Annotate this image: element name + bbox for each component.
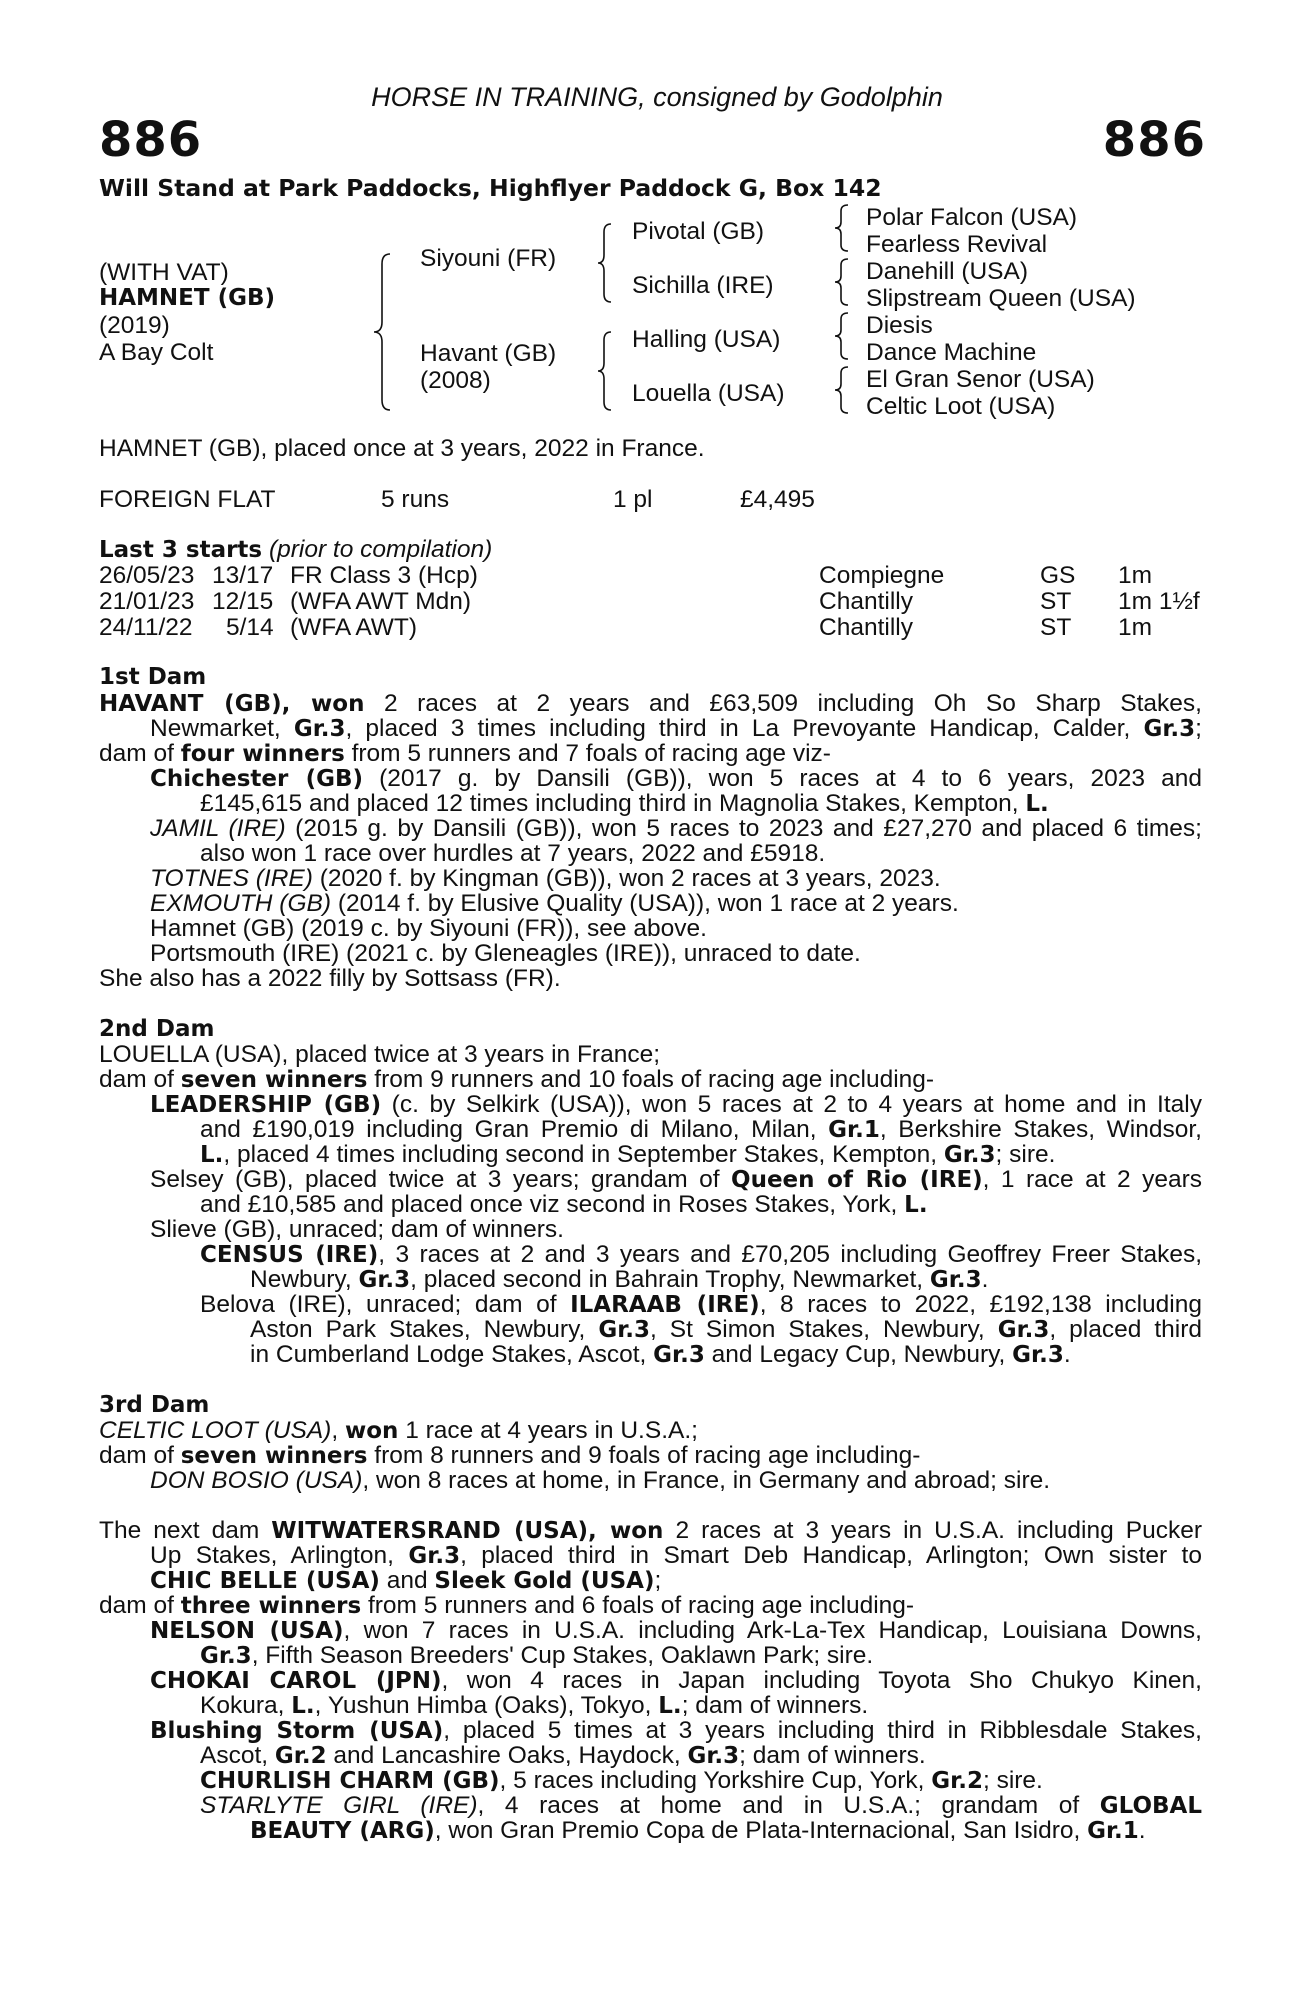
- stand-location: Will Stand at Park Paddocks, Highflyer Paddock G, Box 142: [99, 174, 882, 202]
- produce-entry: Slieve (GB), unraced; dam of winners.: [150, 1216, 564, 1243]
- vat-note: (WITH VAT): [99, 259, 229, 286]
- start-course: Compiegne: [819, 562, 945, 589]
- dam: Havant (GB): [420, 340, 557, 367]
- sire-dam-sire: Danehill (USA): [866, 258, 1029, 285]
- produce-entry: NELSON (USA), won 7 races in U.S.A. including Ark-La-Tex Handicap, Louisiana Downs,: [150, 1617, 1202, 1643]
- brace-sire: [595, 222, 615, 304]
- produce-entry: LEADERSHIP (GB) (c. by Selkirk (USA)), won 5 races at 2 to 4 years at home and in Italy: [150, 1091, 1202, 1117]
- dam-dam: Louella (USA): [632, 380, 785, 407]
- start-going: ST: [1040, 614, 1072, 641]
- start-race: (WFA AWT): [290, 614, 418, 641]
- start-position: 12/15: [212, 588, 274, 615]
- produce-entry-cont: L., placed 4 times including second in September Stakes, Kempton, Gr.3; sire.: [200, 1141, 1056, 1168]
- produce-entry: STARLYTE GIRL (IRE), 4 races at home and in U.S.A.; grandam of GLOBAL: [200, 1792, 1202, 1818]
- produce-entry: CHOKAI CAROL (JPN), won 4 races in Japan including Toyota Sho Chukyo Kinen,: [150, 1667, 1202, 1693]
- lot-number-right: 886: [1102, 112, 1206, 168]
- produce-entry-cont: BEAUTY (ARG), won Gran Premio Copa de Plata-Internacional, San Isidro, Gr.1.: [250, 1817, 1146, 1844]
- sire-sire: Pivotal (GB): [632, 218, 765, 245]
- start-position: 13/17: [212, 562, 274, 589]
- second-dam-line: LOUELLA (USA), placed twice at 3 years in France;: [99, 1041, 661, 1068]
- start-distance: 1m: [1118, 614, 1153, 641]
- last-starts-title: Last 3 starts (prior to compilation): [99, 536, 493, 563]
- brace-dd: [832, 365, 852, 415]
- dam-year: (2008): [420, 367, 491, 394]
- dam-sire-dam: Dance Machine: [866, 339, 1037, 366]
- first-dam-line: dam of four winners from 5 runners and 7 foals of racing age viz-: [99, 740, 831, 767]
- dam-dam-dam: Celtic Loot (USA): [866, 393, 1056, 420]
- produce-entry-cont: Gr.3, Fifth Season Breeders' Cup Stakes, Oaklawn Park; sire.: [200, 1642, 874, 1669]
- produce-entry-cont: and £190,019 including Gran Premio di Milano, Milan, Gr.1, Berkshire Stakes, Windsor,: [200, 1116, 1202, 1142]
- record-runs: 5 runs: [381, 486, 450, 513]
- brace-ss: [832, 203, 852, 253]
- third-dam-line: dam of seven winners from 8 runners and 9 foals of racing age including-: [99, 1442, 921, 1469]
- start-distance: 1m: [1118, 562, 1153, 589]
- horse-name: HAMNET (GB): [99, 285, 276, 311]
- produce-entry: JAMIL (IRE) (2015 g. by Dansili (GB)), won 5 races to 2023 and £27,270 and placed 6 times;: [150, 815, 1202, 841]
- produce-entry: EXMOUTH (GB) (2014 f. by Elusive Quality (USA)), won 1 race at 2 years.: [150, 890, 959, 917]
- produce-entry: DON BOSIO (USA), won 8 races at home, in France, in Germany and abroad; sire.: [150, 1467, 1051, 1494]
- start-position: 5/14: [226, 614, 274, 641]
- start-date: 26/05/23: [99, 562, 195, 589]
- next-dam-line: The next dam WITWATERSRAND (USA), won 2 races at 3 years in U.S.A. including Pucker: [99, 1517, 1202, 1543]
- first-dam-line: HAVANT (GB), won 2 races at 2 years and £63,509 including Oh So Sharp Stakes,: [99, 690, 1202, 716]
- produce-entry-cont: Newbury, Gr.3, placed second in Bahrain Trophy, Newmarket, Gr.3.: [250, 1266, 989, 1293]
- next-dam-line: CHIC BELLE (USA) and Sleek Gold (USA);: [150, 1567, 662, 1594]
- start-distance: 1m 1½f: [1118, 588, 1200, 615]
- sire-sire-dam: Fearless Revival: [866, 231, 1048, 258]
- brace-dam: [595, 330, 615, 412]
- third-dam-heading: 3rd Dam: [99, 1392, 210, 1418]
- start-course: Chantilly: [819, 614, 913, 641]
- produce-entry: Belova (IRE), unraced; dam of ILARAAB (IRE), 8 races to 2022, £192,138 including: [200, 1291, 1202, 1317]
- start-race: FR Class 3 (Hcp): [290, 562, 478, 589]
- sire-sire-sire: Polar Falcon (USA): [866, 204, 1078, 231]
- next-dam-line: Up Stakes, Arlington, Gr.3, placed third in Smart Deb Handicap, Arlington; Own sister to: [150, 1542, 1202, 1568]
- start-date: 21/01/23: [99, 588, 195, 615]
- start-going: ST: [1040, 588, 1072, 615]
- horse-description: A Bay Colt: [99, 339, 214, 366]
- race-summary: HAMNET (GB), placed once at 3 years, 2022 in France.: [99, 435, 705, 462]
- second-dam-heading: 2nd Dam: [99, 1016, 215, 1042]
- dam-sire: Halling (USA): [632, 326, 781, 353]
- brace-gen1: [370, 252, 394, 412]
- second-dam-line: dam of seven winners from 9 runners and 10 foals of racing age including-: [99, 1066, 935, 1093]
- record-placed: 1 pl: [613, 486, 653, 513]
- last-starts-note: (prior to compilation): [268, 536, 493, 563]
- first-dam-note: She also has a 2022 filly by Sottsass (FR).: [99, 965, 561, 992]
- produce-entry-cont: Aston Park Stakes, Newbury, Gr.3, St Simon Stakes, Newbury, Gr.3, placed third: [250, 1316, 1202, 1342]
- brace-sd: [832, 257, 852, 307]
- catalogue-header: HORSE IN TRAINING, consigned by Godolphin: [371, 82, 943, 112]
- start-race: (WFA AWT Mdn): [290, 588, 472, 615]
- dam-dam-sire: El Gran Senor (USA): [866, 366, 1095, 393]
- produce-entry: Hamnet (GB) (2019 c. by Siyouni (FR)), see above.: [150, 915, 707, 942]
- produce-entry: Selsey (GB), placed twice at 3 years; grandam of Queen of Rio (IRE), 1 race at 2 years: [150, 1166, 1202, 1192]
- produce-entry: Chichester (GB) (2017 g. by Dansili (GB)), won 5 races at 4 to 6 years, 2023 and: [150, 765, 1202, 791]
- dam-sire-sire: Diesis: [866, 312, 933, 339]
- produce-entry: Blushing Storm (USA), placed 5 times at 3 years including third in Ribblesdale Stakes,: [150, 1717, 1202, 1743]
- horse-year: (2019): [99, 312, 170, 339]
- sire-dam-dam: Slipstream Queen (USA): [866, 285, 1136, 312]
- lot-number-left: 886: [99, 112, 203, 168]
- produce-entry: TOTNES (IRE) (2020 f. by Kingman (GB)), won 2 races at 3 years, 2023.: [150, 865, 941, 892]
- record-label: FOREIGN FLAT: [99, 486, 276, 513]
- produce-entry: CENSUS (IRE), 3 races at 2 and 3 years and £70,205 including Geoffrey Freer Stakes,: [200, 1241, 1202, 1267]
- third-dam-line: CELTIC LOOT (USA), won 1 race at 4 years in U.S.A.;: [99, 1417, 698, 1444]
- record-earnings: £4,495: [740, 486, 815, 513]
- produce-entry-cont: and £10,585 and placed once viz second in Roses Stakes, York, L.: [200, 1191, 928, 1218]
- brace-ds: [832, 311, 852, 361]
- produce-entry-cont: also won 1 race over hurdles at 7 years, 2022 and £5918.: [200, 840, 826, 867]
- produce-entry: CHURLISH CHARM (GB), 5 races including Yorkshire Cup, York, Gr.2; sire.: [200, 1767, 1043, 1794]
- start-course: Chantilly: [819, 588, 913, 615]
- produce-entry-cont: £145,615 and placed 12 times including third in Magnolia Stakes, Kempton, L.: [200, 790, 1049, 817]
- sire-dam: Sichilla (IRE): [632, 272, 774, 299]
- produce-entry-cont: in Cumberland Lodge Stakes, Ascot, Gr.3 and Legacy Cup, Newbury, Gr.3.: [250, 1341, 1071, 1368]
- produce-entry-cont: Kokura, L., Yushun Himba (Oaks), Tokyo, L.; dam of winners.: [200, 1692, 869, 1719]
- start-going: GS: [1040, 562, 1076, 589]
- produce-entry: Portsmouth (IRE) (2021 c. by Gleneagles (IRE)), unraced to date.: [150, 940, 861, 967]
- first-dam-line: Newmarket, Gr.3, placed 3 times including third in La Prevoyante Handicap, Calder, Gr.3;: [150, 715, 1202, 741]
- sire: Siyouni (FR): [420, 245, 557, 272]
- first-dam-heading: 1st Dam: [99, 664, 207, 690]
- next-dam-line: dam of three winners from 5 runners and 6 foals of racing age including-: [99, 1592, 915, 1619]
- produce-entry-cont: Ascot, Gr.2 and Lancashire Oaks, Haydock, Gr.3; dam of winners.: [200, 1742, 926, 1769]
- start-date: 24/11/22: [99, 614, 193, 641]
